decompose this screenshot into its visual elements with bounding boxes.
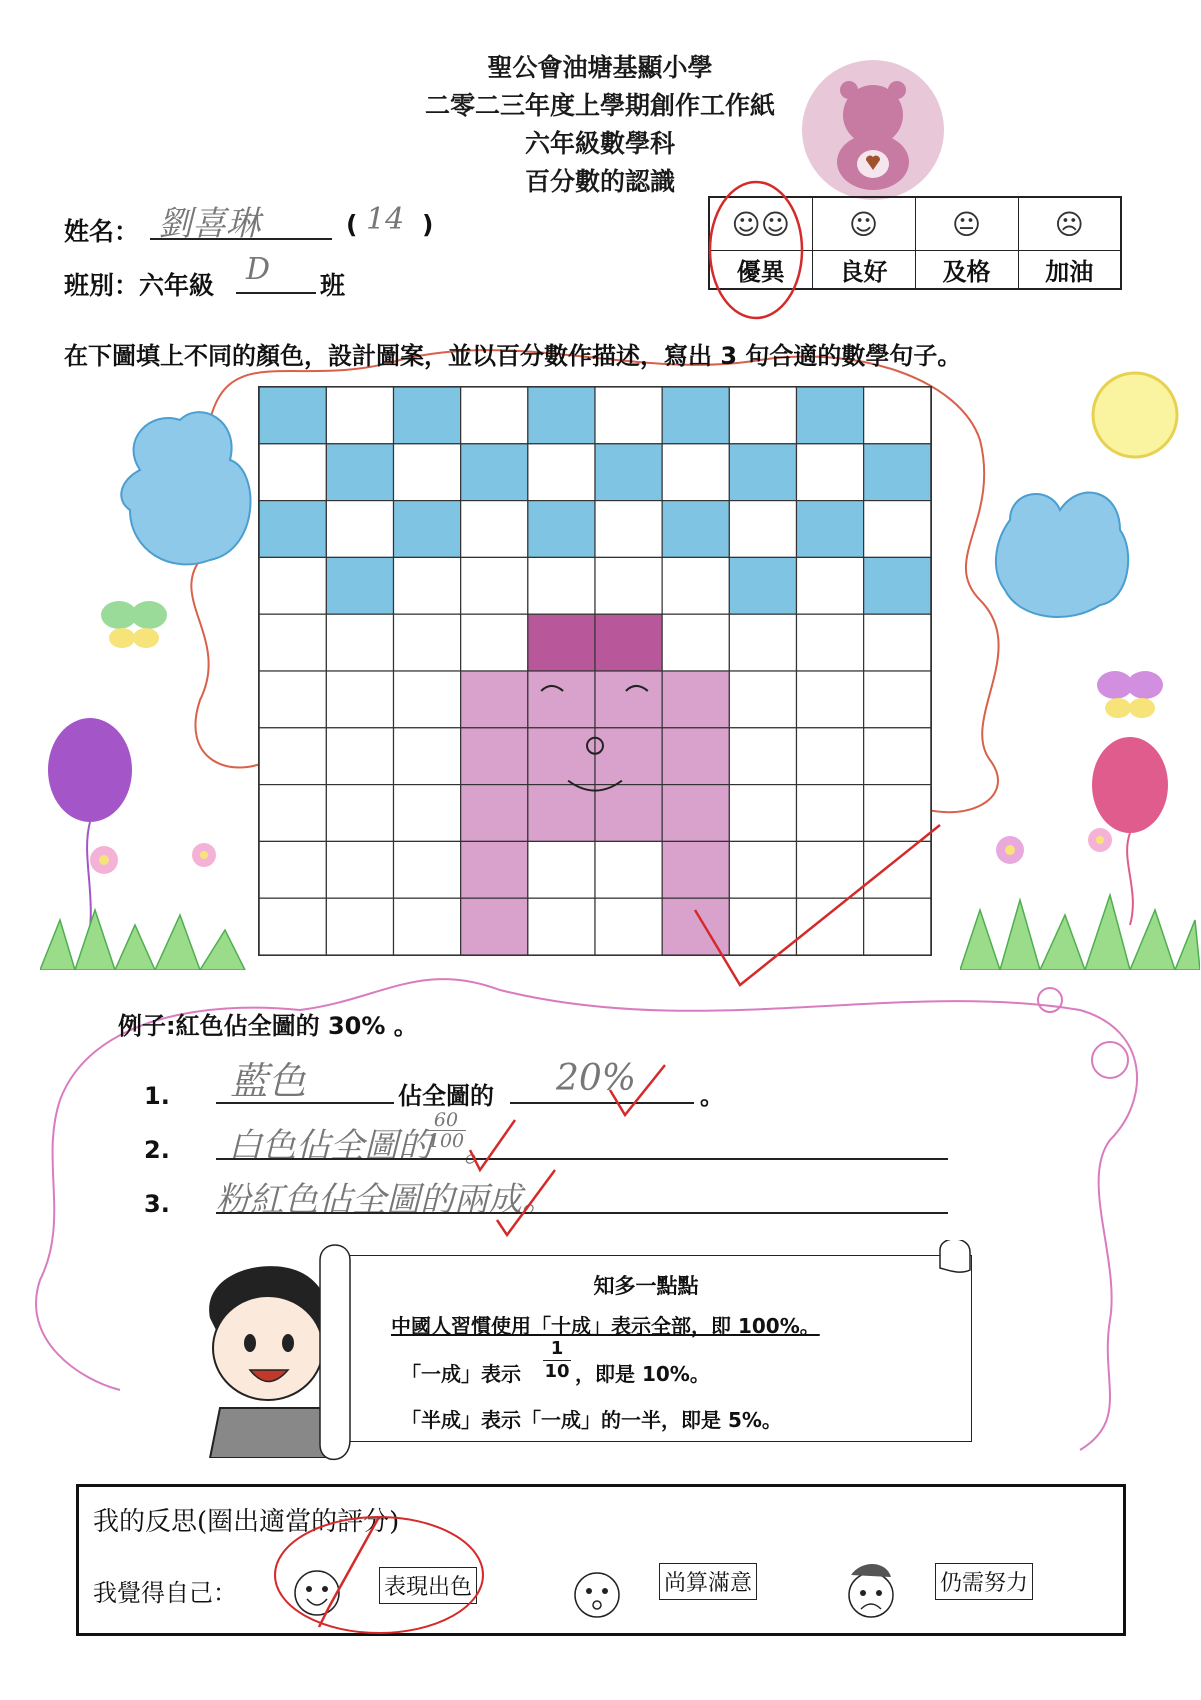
class-value[interactable]: D [246, 252, 271, 287]
name-underline [150, 238, 332, 240]
teacher-circle-mark [700, 176, 820, 326]
answer-1-mid: 佔全圖的 [398, 1082, 494, 1110]
grid-cell[interactable] [595, 898, 662, 955]
face-excellent-icon: ☺☺ [709, 197, 812, 251]
grid-cell[interactable] [729, 557, 796, 614]
grid-cell[interactable] [729, 387, 796, 444]
subject-title: 六年級數學科 [524, 129, 675, 158]
face-ok-icon [567, 1559, 627, 1629]
grid-cell[interactable] [394, 614, 461, 671]
grid-cell[interactable] [729, 501, 796, 558]
grid-cell[interactable] [528, 671, 595, 728]
grid-cell[interactable] [394, 501, 461, 558]
grid-cell[interactable] [864, 557, 931, 614]
grid-cell[interactable] [394, 444, 461, 501]
grid-cell[interactable] [662, 671, 729, 728]
grid-cell[interactable] [259, 387, 326, 444]
grass-left-icon [40, 900, 260, 970]
selected-circle-mark [269, 1507, 499, 1637]
option-needs-work[interactable]: 仍需努力 [935, 1563, 1033, 1600]
grid-cell[interactable] [864, 614, 931, 671]
grid-cell[interactable] [595, 501, 662, 558]
grid-cell[interactable] [528, 387, 595, 444]
answer-1-percent[interactable]: 20% [556, 1058, 637, 1099]
grid-cell[interactable] [729, 728, 796, 785]
grid-cell[interactable] [259, 841, 326, 898]
flowers-left-icon [84, 840, 244, 900]
grid-cell[interactable] [461, 614, 528, 671]
number-close: ) [422, 210, 434, 239]
grid-cell[interactable] [394, 728, 461, 785]
sun-icon [1080, 360, 1190, 470]
grid-cell[interactable] [595, 614, 662, 671]
grid-cell[interactable] [394, 785, 461, 842]
grid-cell[interactable] [662, 728, 729, 785]
grid-cell[interactable] [326, 501, 393, 558]
grid-cell[interactable] [326, 557, 393, 614]
answer-2-end: 。 [464, 1130, 498, 1170]
grid-cell[interactable] [528, 728, 595, 785]
grid-cell[interactable] [461, 501, 528, 558]
answer-1-end: 。 [700, 1082, 724, 1110]
answer-3-text[interactable]: 粉紅色佔全圖的兩成。 [216, 1180, 556, 1220]
grid-cell[interactable] [796, 501, 863, 558]
tips-line-2a: 「一成」表示 [401, 1362, 521, 1386]
grid-cell[interactable] [461, 557, 528, 614]
name-value[interactable]: 劉喜琳 [158, 204, 260, 244]
grid-cell[interactable] [528, 444, 595, 501]
grid-cell[interactable] [461, 728, 528, 785]
grid-cell[interactable] [326, 444, 393, 501]
grid-cell[interactable] [796, 671, 863, 728]
grid-cell[interactable] [461, 785, 528, 842]
reflection-title: 我的反思(圈出適當的評分) [93, 1507, 400, 1537]
scroll-curls [300, 1240, 1000, 1470]
tips-frac-num: 1 [550, 1338, 564, 1359]
grid-cell[interactable] [595, 841, 662, 898]
grid-cell[interactable] [259, 785, 326, 842]
topic-title: 百分數的認識 [524, 167, 675, 196]
option-satisfactory[interactable]: 尚算滿意 [659, 1563, 757, 1600]
grid-cell[interactable] [595, 557, 662, 614]
tips-line-2b: ，即是 10%。 [575, 1362, 710, 1386]
answer-3-number: 3. [144, 1190, 170, 1218]
grid-cell[interactable] [394, 557, 461, 614]
rating-excellent[interactable]: 優異 [709, 251, 812, 290]
grid-cell[interactable] [394, 387, 461, 444]
answer-2-text[interactable]: 白色佔全圖的 [228, 1126, 432, 1166]
butterfly-left-icon [94, 590, 174, 660]
face-worried-icon [841, 1555, 901, 1625]
grid-cell[interactable] [796, 557, 863, 614]
grid-cell[interactable] [394, 671, 461, 728]
grid-cell[interactable] [864, 671, 931, 728]
grid-cell[interactable] [796, 387, 863, 444]
grid-cell[interactable] [326, 387, 393, 444]
grid-cell[interactable] [662, 557, 729, 614]
answer-1-underline-a [216, 1102, 394, 1104]
number-open: ( [346, 210, 358, 239]
grid-cell[interactable] [528, 898, 595, 955]
flowers-right-icon [980, 820, 1140, 880]
cloud-left-icon [110, 400, 270, 580]
rating-pass[interactable]: 及格 [915, 251, 1018, 290]
grid-cell[interactable] [326, 785, 393, 842]
grid-cell[interactable] [326, 898, 393, 955]
grid-cell[interactable] [528, 785, 595, 842]
grid-cell[interactable] [796, 444, 863, 501]
teacher-tick-answers [440, 1060, 680, 1240]
instruction-text: 在下圖填上不同的顏色，設計圖案，並以百分數作描述，寫出 3 句合適的數學句子。 [64, 342, 962, 370]
grid-cell[interactable] [864, 444, 931, 501]
grid-cell[interactable] [595, 671, 662, 728]
tips-line-3: 「半成」表示「一成」的一半，即是 5%。 [401, 1408, 782, 1432]
class-label: 班別：六年級 [64, 271, 215, 300]
class-underline [236, 292, 316, 294]
grid-cell[interactable] [461, 898, 528, 955]
grid-cell[interactable] [595, 444, 662, 501]
grid-cell[interactable] [796, 728, 863, 785]
answer-2-number: 2. [144, 1136, 170, 1164]
grid-cell[interactable] [259, 444, 326, 501]
school-name: 聖公會油塘基顯小學 [487, 53, 713, 82]
grid-cell[interactable] [461, 671, 528, 728]
answer-2-frac-den: 100 [427, 1130, 465, 1152]
grid-cell[interactable] [394, 898, 461, 955]
grid-cell[interactable] [326, 841, 393, 898]
grid-cell[interactable] [595, 387, 662, 444]
grid-cell[interactable] [326, 671, 393, 728]
rating-good[interactable]: 良好 [812, 251, 915, 290]
grid-cell[interactable] [662, 614, 729, 671]
grid-cell[interactable] [864, 501, 931, 558]
face-improve-icon: ☹ [1018, 197, 1121, 251]
grid-cell[interactable] [259, 898, 326, 955]
answer-1-colour[interactable]: 藍色 [230, 1059, 307, 1103]
grid-cell[interactable] [595, 728, 662, 785]
grid-cell[interactable] [729, 671, 796, 728]
grass-right-icon [960, 880, 1200, 970]
rating-improve[interactable]: 加油 [1018, 251, 1121, 290]
grid-cell[interactable] [461, 387, 528, 444]
option-excellent[interactable]: 表現出色 [379, 1567, 477, 1604]
reflection-label: 我覺得自己： [93, 1579, 237, 1607]
grid-cell[interactable] [729, 614, 796, 671]
worksheet-title: 二零二三年度上學期創作工作紙 [424, 91, 775, 120]
grid-cell[interactable] [259, 557, 326, 614]
grid-cell[interactable] [461, 444, 528, 501]
example-text: 例子:紅色佔全圖的 30% 。 [118, 1012, 418, 1040]
number-value[interactable]: 14 [366, 202, 405, 237]
tips-title: 知多一點點 [593, 1274, 699, 1298]
grid-cell[interactable] [259, 671, 326, 728]
grid-cell[interactable] [326, 614, 393, 671]
grid-cell[interactable] [461, 841, 528, 898]
grid-cell[interactable] [394, 841, 461, 898]
face-pass-icon: 😐 [915, 197, 1018, 251]
grid-cell[interactable] [528, 557, 595, 614]
butterfly-right-icon [1090, 660, 1170, 730]
grid-cell[interactable] [259, 614, 326, 671]
grid-cell[interactable] [259, 728, 326, 785]
tips-line-1: 中國人習慣使用「十成」表示全部，即 100%。 [391, 1314, 820, 1338]
name-label: 姓名： [64, 217, 140, 246]
grid-cell[interactable] [595, 785, 662, 842]
tips-frac-den: 10 [544, 1361, 570, 1382]
face-good-icon: ☺ [812, 197, 915, 251]
cloud-right-icon [990, 480, 1140, 630]
grid-cell[interactable] [662, 444, 729, 501]
reflection-box [76, 1484, 1126, 1636]
grid-cell[interactable] [796, 614, 863, 671]
grid-cell[interactable] [662, 501, 729, 558]
grid-cell[interactable] [864, 728, 931, 785]
grid-cell[interactable] [662, 387, 729, 444]
grid-cell[interactable] [864, 387, 931, 444]
grid-cell[interactable] [326, 728, 393, 785]
teacher-tick-grid [690, 820, 950, 1000]
grid-cell[interactable] [729, 444, 796, 501]
grid-cell[interactable] [259, 501, 326, 558]
answer-2-frac-num: 60 [433, 1109, 459, 1131]
grid-cell[interactable] [528, 614, 595, 671]
class-suffix: 班 [320, 271, 346, 300]
answer-1-number: 1. [144, 1082, 170, 1110]
grid-cell[interactable] [528, 841, 595, 898]
grid-cell[interactable] [528, 501, 595, 558]
